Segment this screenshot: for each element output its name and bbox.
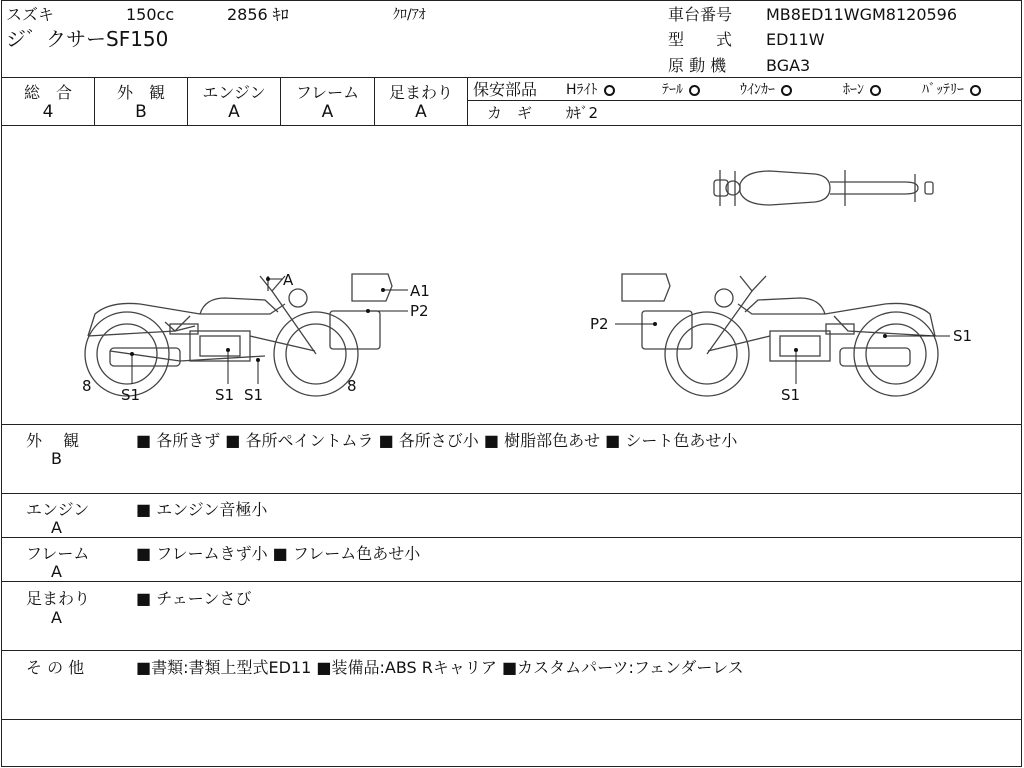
suspension-grade-label: 足まわり <box>388 83 453 102</box>
safety-item-headlight: Hﾗｲﾄ <box>566 81 615 99</box>
exterior-grade-value: B <box>135 102 147 122</box>
section-frame-label: フレーム <box>26 544 90 563</box>
divider <box>1 537 1022 538</box>
total-grade-label: 総 合 <box>23 83 72 102</box>
divider <box>1 581 1022 582</box>
section-suspension-notes: ■ チェーンさび <box>136 589 252 608</box>
section-suspension-label: 足まわり <box>26 589 91 608</box>
engine-model-value: BGA3 <box>766 56 811 75</box>
ok-circle-icon <box>604 85 615 96</box>
section-engine-label: エンジン <box>26 500 90 519</box>
label-p2-left: P2 <box>410 302 429 320</box>
model-name: ジ゛クサーSF150 <box>6 27 169 51</box>
label-s1-right-2: S1 <box>781 386 801 404</box>
damage-diagram <box>0 126 1024 424</box>
section-engine-notes: ■ エンジン音極小 <box>136 500 268 519</box>
exterior-grade-label: 外 観 <box>116 83 165 102</box>
label-s1-left-1: S1 <box>121 386 141 404</box>
section-exterior-label: 外 観 <box>26 431 80 450</box>
section-suspension-grade: A <box>51 608 62 627</box>
section-exterior-grade: B <box>51 449 62 468</box>
label-s1-right-1: S1 <box>953 327 973 345</box>
safety-item-horn: ﾎｰﾝ <box>843 81 881 99</box>
engine-grade-value: A <box>228 102 240 122</box>
key-label: カ ギ <box>487 104 533 122</box>
section-frame-notes: ■ フレームきず小 ■ フレーム色あせ小 <box>136 544 421 563</box>
ok-circle-icon <box>689 85 700 96</box>
divider <box>1 493 1022 494</box>
label-p2-right: P2 <box>590 315 609 333</box>
key-value: ｶｷﾞ2 <box>566 104 599 122</box>
suspension-grade-value: A <box>415 102 427 122</box>
divider <box>1 424 1022 425</box>
engine-model-label: 原 動 機 <box>668 56 727 75</box>
motorcycle-right-view-icon <box>622 274 938 396</box>
divider <box>1 77 1022 78</box>
section-frame-grade: A <box>51 562 62 581</box>
divider <box>1 650 1022 651</box>
type-value: ED11W <box>766 30 825 49</box>
type-label: 型 式 <box>668 30 733 49</box>
label-s1-left-3: S1 <box>244 386 264 404</box>
total-grade-value: 4 <box>42 102 54 122</box>
label-8-front: 8 <box>82 377 92 395</box>
frame-grade-label: フレーム <box>295 83 360 102</box>
color: ｸﾛ/ｱｵ <box>393 7 426 23</box>
label-a1: A1 <box>410 282 430 300</box>
divider <box>467 77 468 125</box>
section-other-label: そ の 他 <box>26 658 85 677</box>
label-8-rear: 8 <box>347 377 357 395</box>
divider <box>1 719 1022 720</box>
safety-parts-label: 保安部品 <box>473 80 538 99</box>
frame-grade-value: A <box>321 102 334 122</box>
frame-number-label: 車台番号 <box>668 5 733 24</box>
displacement: 150cc <box>126 5 175 24</box>
engine-grade-label: エンジン <box>202 83 266 102</box>
mileage: 2856 ｷﾛ <box>227 5 289 24</box>
safety-item-tail: ﾃｰﾙ <box>662 81 700 99</box>
section-exterior-notes: ■ 各所きず ■ 各所ペイントムラ ■ 各所さび小 ■ 樹脂部色あせ ■ シート色あせ小 <box>136 431 738 450</box>
safety-item-winker: ｳｲﾝｶｰ <box>740 81 792 99</box>
ok-circle-icon <box>870 85 881 96</box>
motorcycle-left-view-icon <box>85 274 392 396</box>
maker: スズキ <box>6 5 55 24</box>
ok-circle-icon <box>781 85 792 96</box>
label-a: A <box>283 271 294 289</box>
safety-item-battery: ﾊﾞｯﾃﾘｰ <box>922 81 981 99</box>
label-s1-left-2: S1 <box>215 386 235 404</box>
section-engine-grade: A <box>51 518 62 537</box>
motorcycle-top-view-icon <box>714 170 933 206</box>
frame-number-value: MB8ED11WGM8120596 <box>766 5 958 24</box>
ok-circle-icon <box>970 85 981 96</box>
divider <box>468 100 1022 101</box>
section-other-notes: ■書類:書類上型式ED11 ■装備品:ABS Rキャリア ■カスタムパーツ:フェンダーレス <box>136 658 744 677</box>
